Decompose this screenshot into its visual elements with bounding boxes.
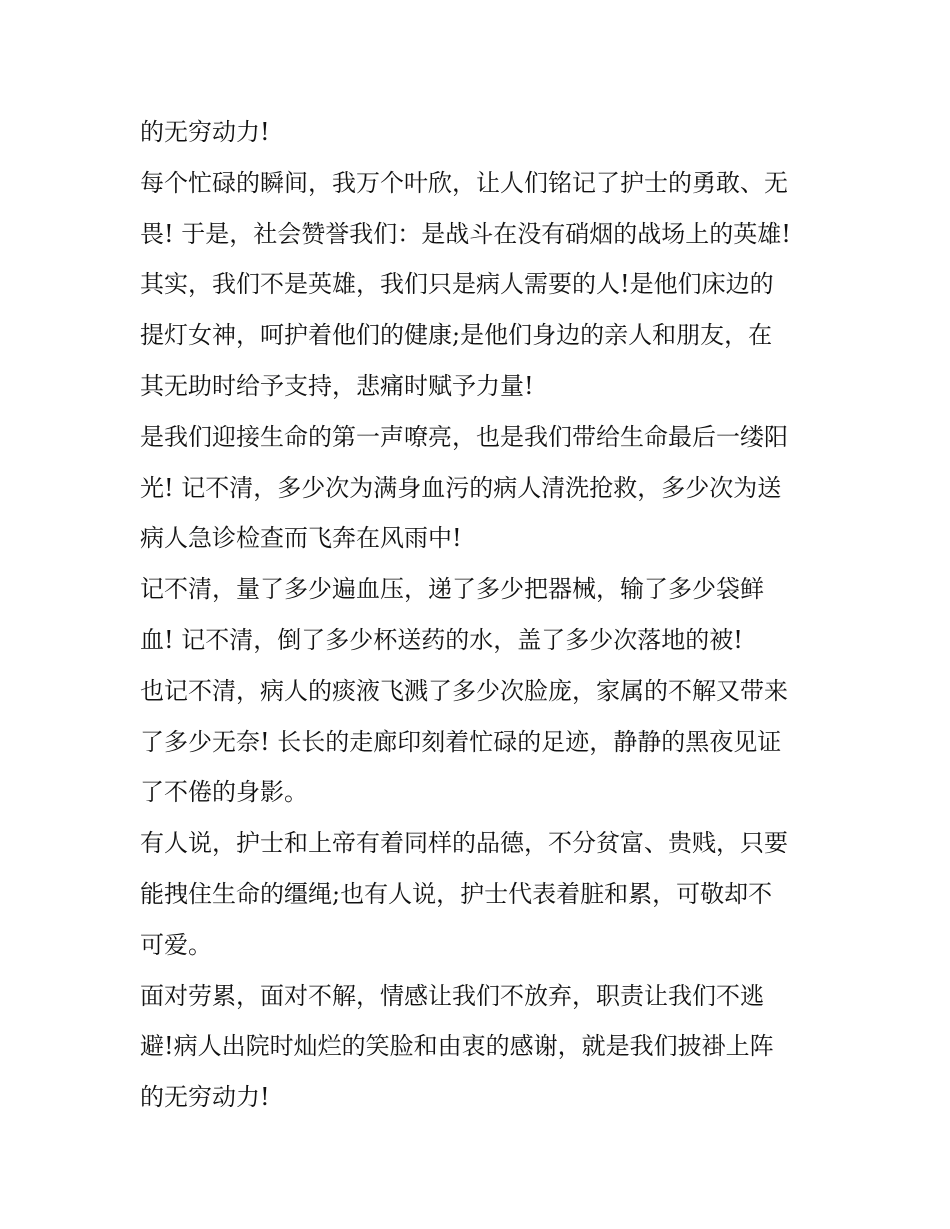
text-line: 是我们迎接生命的第一声嘹亮，也是我们带给生命最后一缕阳 xyxy=(140,422,788,451)
document-body xyxy=(140,107,820,1123)
text-line: 有人说，护士和上帝有着同样的品德，不分贫富、贵贱，只要 xyxy=(140,829,788,858)
text-line: 可爱。 xyxy=(140,930,212,959)
text-line: 提灯女神，呵护着他们的健康;是他们身边的亲人和朋友，在 xyxy=(140,321,773,350)
text-line: 了不倦的身影。 xyxy=(140,778,308,807)
text-line: 畏! 于是，社会赞誉我们：是战斗在没有硝烟的战场上的英雄! xyxy=(140,219,791,248)
text-line: 的无穷动力! xyxy=(140,1083,270,1112)
text-line: 其无助时给予支持，悲痛时赋予力量! xyxy=(140,371,534,400)
text-line: 记不清，量了多少遍血压，递了多少把器械，输了多少袋鲜 xyxy=(140,575,764,604)
text-line: 避!病人出院时灿烂的笑脸和由衷的感谢，就是我们披褂上阵 xyxy=(140,1032,774,1061)
text-line: 光! 记不清，多少次为满身血污的病人清洗抢救，多少次为送 xyxy=(140,473,782,502)
text-line: 其实，我们不是英雄，我们只是病人需要的人!是他们床边的 xyxy=(140,270,774,299)
text-line: 能拽住生命的缰绳;也有人说，护士代表着脏和累，可敬却不 xyxy=(140,879,773,908)
text-line: 了多少无奈! 长长的走廊印刻着忙碌的足迹，静静的黑夜见证 xyxy=(140,727,782,756)
text-line: 面对劳累，面对不解，情感让我们不放弃，职责让我们不逃 xyxy=(140,981,764,1010)
text-line: 病人急诊检查而飞奔在风雨中! xyxy=(140,524,462,553)
text-line: 也记不清，病人的痰液飞溅了多少次脸庞，家属的不解又带来 xyxy=(140,676,788,705)
text-line: 的无穷动力! xyxy=(140,118,270,146)
text-line: 每个忙碌的瞬间，我万个叶欣，让人们铭记了护士的勇敢、无 xyxy=(140,168,788,197)
text-line: 血! 记不清，倒了多少杯送药的水，盖了多少次落地的被! xyxy=(140,625,743,654)
